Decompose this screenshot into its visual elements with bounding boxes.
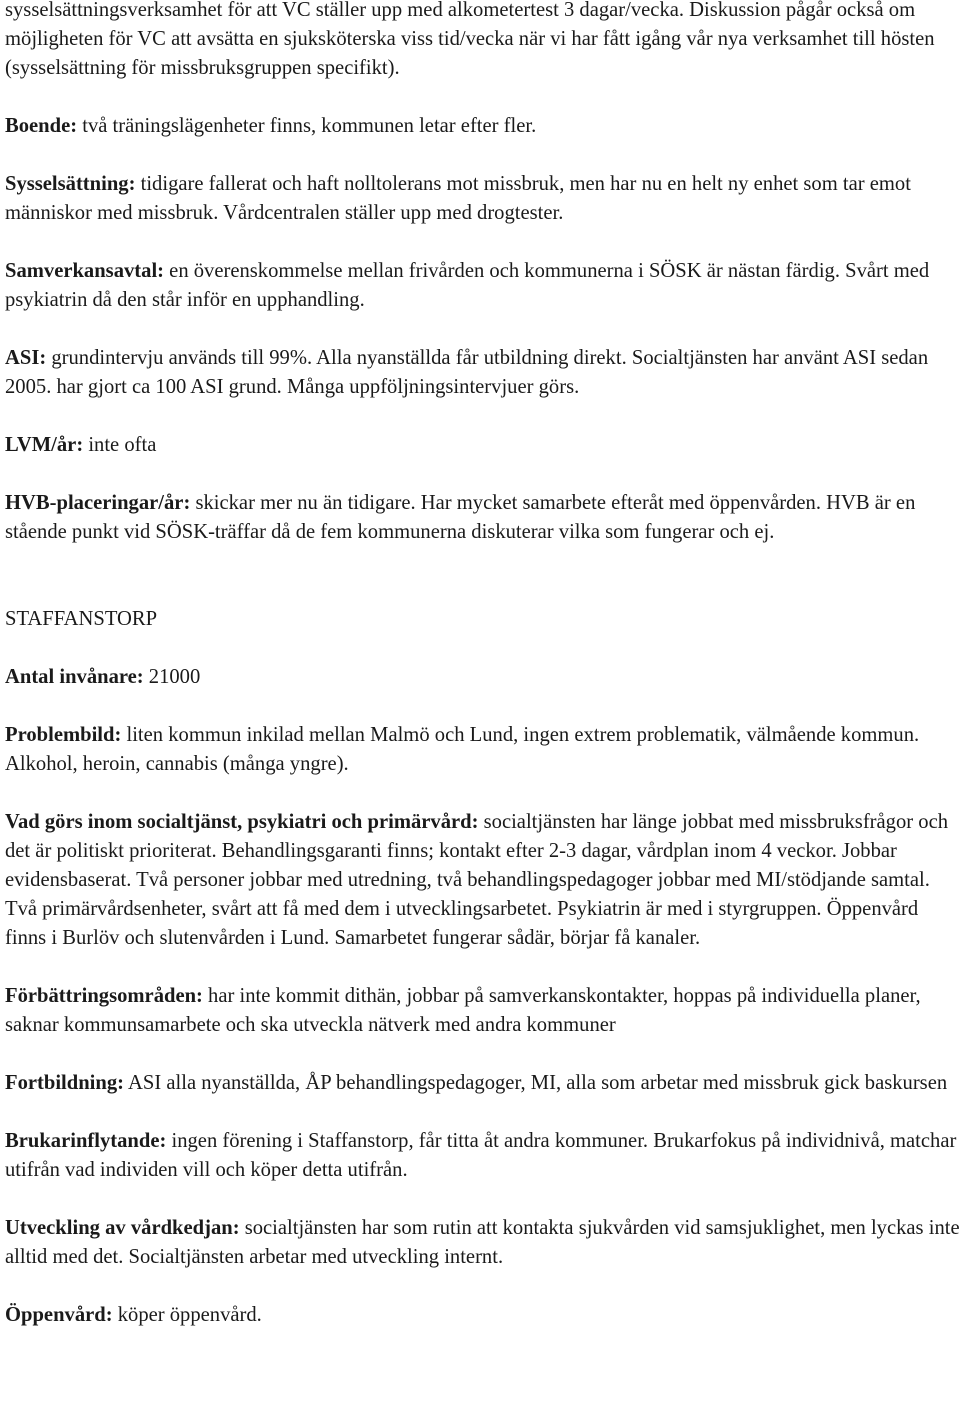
paragraph-lead: Fortbildning: — [5, 1072, 125, 1094]
paragraph-lead: Problembild: — [5, 724, 122, 746]
paragraph-text: grundintervju används till 99%. Alla nyanställda får utbildning direkt. Socialtjänsten har använt ASI sedan 2005. har gjort ca 100 ASI grund. Många uppföljningsintervjuer görs. — [5, 347, 929, 398]
paragraph-lead: HVB-placeringar/år: — [5, 492, 191, 514]
paragraph-lvm — [5, 431, 960, 460]
paragraph-text: har inte kommit dithän, jobbar på samverkanskontakter, hoppas på individuella planer, saknar kommunsamarbete och ska utveckla nätverk med andra kommuner — [5, 985, 921, 1036]
paragraph-problembild — [5, 721, 960, 779]
paragraph-text: skickar mer nu än tidigare. Har mycket samarbete efteråt med öppenvården. HVB är en stående punkt vid SÖSK-träffar då de fem kommunerna diskuterar vilka som fungerar och ej. — [5, 492, 916, 543]
paragraph-text: ingen förening i Staffanstorp, får titta åt andra kommuner. Brukarfokus på individnivå, matchar utifrån vad individen vill och köper detta utifrån. — [5, 1130, 957, 1181]
paragraph-text: köper öppenvård. — [112, 1304, 262, 1326]
paragraph-text: socialtjänsten har länge jobbat med missbruksfrågor och det är politiskt prioriterat. Behandlingsgaranti finns; kontakt efter 2-3 dagar, vårdplan inom 4 veckor. Jobbar evidensbaserat. Två personer jobbar med utredning, två behandlingspedagoger jobbar med MI/stödjande samtal. Två primärvårdsenheter, svårt att få med dem i utvecklingsarbetet. Psykiatrin är med i styrgruppen. Öppenvård finns i Burlöv och slutenvården i Lund. Samarbetet fungerar sådär, börjar få kanaler. — [5, 811, 949, 949]
paragraph-hvb — [5, 489, 960, 547]
paragraph-brukarinflytande — [5, 1127, 960, 1185]
paragraph-vad-gors — [5, 808, 960, 953]
paragraph-lead: Boende: — [5, 115, 78, 137]
paragraph-lead: Öppenvård: — [5, 1304, 113, 1326]
paragraph-lead: ASI: — [5, 347, 47, 369]
document-page — [5, 0, 960, 1359]
paragraph-samverkansavtal — [5, 257, 960, 315]
paragraph-lead: Utveckling av vårdkedjan: — [5, 1217, 240, 1239]
intro-paragraph: sysselsättningsverksamhet för att VC ställer upp med alkometertest 3 dagar/vecka. Diskussion pågår också om möjligheten för VC att avsätta en sjuksköterska viss tid/vecka när vi har fått igång vår nya verksamhet till hösten (sysselsättning för missbruksgruppen specifikt). — [5, 0, 935, 79]
paragraph-lead: Vad görs inom socialtjänst, psykiatri och primärvård: — [5, 811, 479, 833]
paragraph-lead: Sysselsättning: — [5, 173, 136, 195]
paragraph-lead: Antal invånare: — [5, 666, 144, 688]
paragraph-text: två träningslägenheter finns, kommunen letar efter fler. — [77, 115, 537, 137]
paragraph-fortbildning — [5, 1069, 960, 1098]
paragraph-text: socialtjänsten har som rutin att kontakta sjukvården vid samsjuklighet, men lyckas inte alltid med det. Socialtjänsten arbetar med utveckling internt. — [5, 1217, 960, 1268]
paragraph-oppenvard — [5, 1301, 960, 1330]
paragraph-lead: LVM/år: — [5, 434, 84, 456]
paragraph-text: ASI alla nyanställda, ÅP behandlingspedagoger, MI, alla som arbetar med missbruk gick baskursen — [124, 1072, 948, 1094]
paragraph-text: liten kommun inkilad mellan Malmö och Lund, ingen extrem problematik, välmående kommun. Alkohol, heroin, cannabis (många yngre). — [5, 724, 920, 775]
paragraph-utveckling-vardkedjan — [5, 1214, 960, 1272]
section-spacer — [5, 576, 960, 605]
paragraph-antal-invanare — [5, 663, 960, 692]
paragraph-lead: Förbättringsområden: — [5, 985, 203, 1007]
paragraph-lead: Samverkansavtal: — [5, 260, 165, 282]
paragraph-asi — [5, 344, 960, 402]
paragraph-text: tidigare fallerat och haft nolltolerans mot missbruk, men har nu en helt ny enhet som tar emot människor med missbruk. Vårdcentralen ställer upp med drogtester. — [5, 173, 911, 224]
paragraph-text: 21000 — [143, 666, 201, 688]
paragraph-boende — [5, 112, 960, 141]
paragraph-text: en överenskommelse mellan frivården och kommunerna i SÖSK är nästan färdig. Svårt med psykiatrin då den står inför en upphandling. — [5, 260, 930, 311]
paragraph-sysselsattning — [5, 170, 960, 228]
paragraph-lead: Brukarinflytande: — [5, 1130, 167, 1152]
paragraph-forbattringsomraden — [5, 982, 960, 1040]
paragraph-text: inte ofta — [83, 434, 157, 456]
section-heading: STAFFANSTORP — [5, 608, 158, 630]
